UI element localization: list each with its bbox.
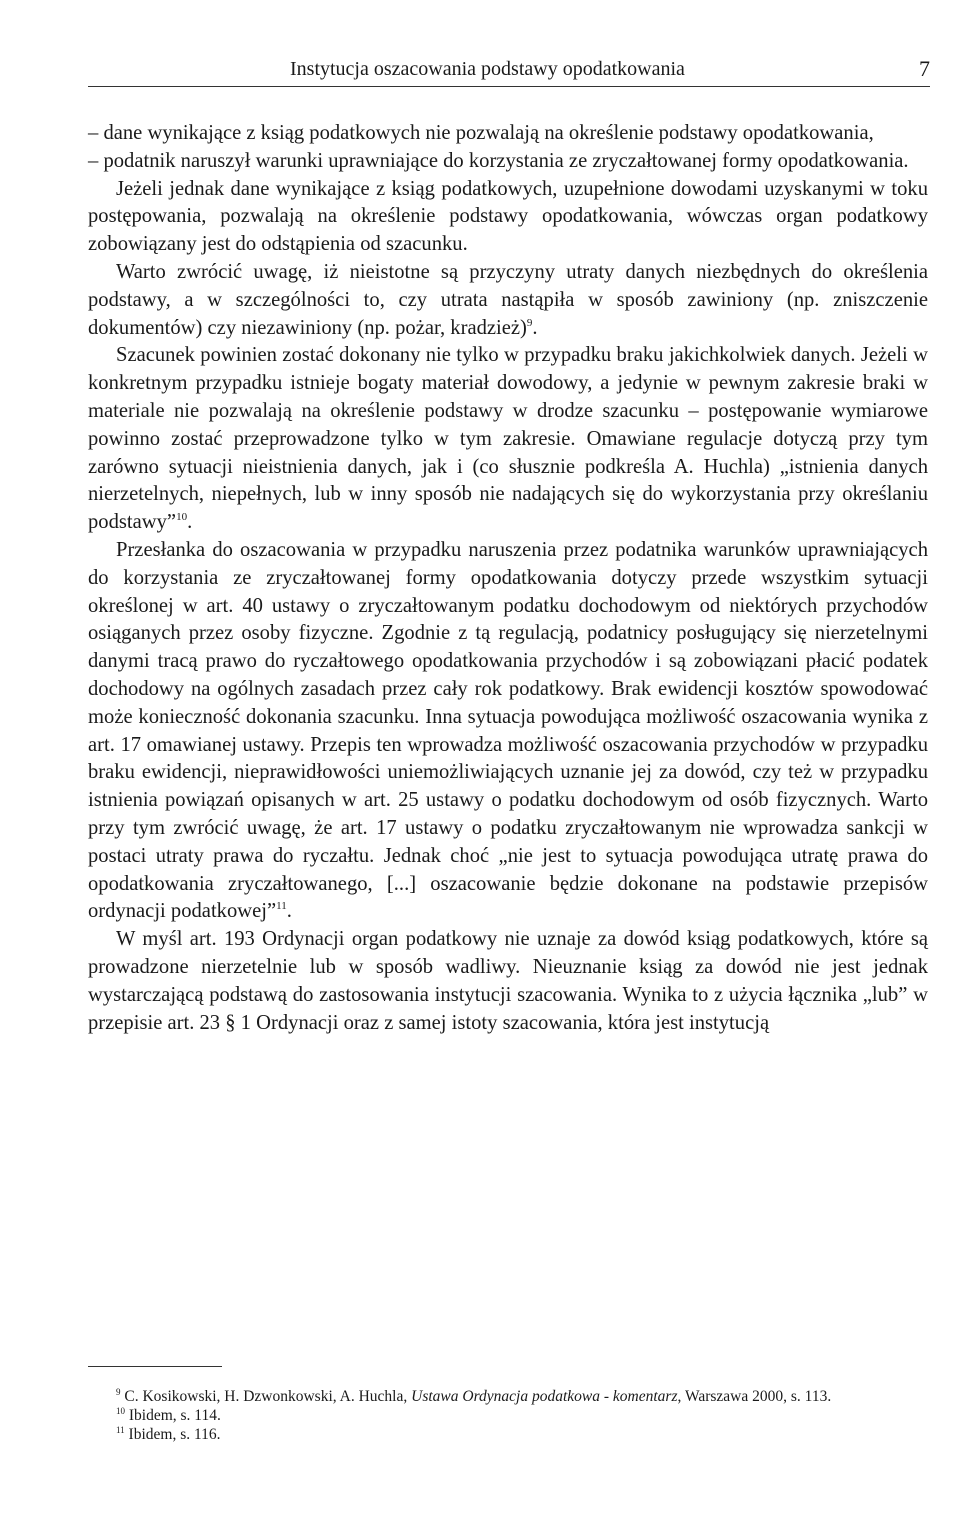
running-header-title: Instytucja oszacowania podstawy opodatkowania bbox=[290, 58, 685, 80]
footnote-number: 11 bbox=[116, 1425, 125, 1435]
footnote-number: 10 bbox=[116, 1406, 125, 1416]
paragraph bbox=[88, 259, 928, 342]
footnote-text: , Warszawa 2000, s. 113. bbox=[677, 1388, 832, 1405]
footnote-ref-11: 11 bbox=[276, 900, 287, 913]
footnote-book-title: Ustawa Ordynacja podatkowa - komentarz bbox=[411, 1388, 678, 1405]
page-number: 7 bbox=[919, 56, 930, 81]
footnote-number: 9 bbox=[116, 1387, 121, 1397]
paragraph-text: Warto zwrócić uwagę, iż nieistotne są przyczyny utraty danych niezbędnych do określenia podstawy, a w szczególności to, czy utrata nastąpiła w sposób zawiniony (np. zniszczenie dokumentów) czy niezawiniony (np. pożar, kradzież) bbox=[88, 260, 928, 339]
list-item: – podatnik naruszył warunki uprawniające do korzystania ze zryczałtowanej formy opodatkowania. bbox=[88, 149, 909, 172]
paragraph: Jeżeli jednak dane wynikające z ksiąg podatkowych, uzupełnione dowodami uzyskanymi w toku postępowania, pozwalają na określenie podstawy opodatkowania, wówczas organ podatkowy zobowiązany jest do odstąpienia od szacunku. bbox=[88, 177, 928, 256]
paragraph-end: . bbox=[532, 316, 538, 339]
footnote-ref-10: 10 bbox=[176, 511, 188, 524]
paragraph-text: Szacunek powinien zostać dokonany nie tylko w przypadku braku jakichkolwiek danych. Jeżeli w konkretnym przypadku istnieje bogaty materiał dowodowy, a jedynie w pewnym zakresie braki w materiale nie pozwalają na określenie podstawy w drodze szacunku – postępowanie wymiarowe powinno zostać przeprowadzone tylko w tym zakresie. Omawiane regulacje dotyczą przy tym zarówno sytuacji nieistnienia danych, jak i (co słusznie podkreśla A. Huchla) „istnienia danych nierzetelnych, niepełnych, lub w inny sposób nie nadających się do wykorzystania przy określaniu podstawy” bbox=[88, 344, 928, 534]
paragraph-text: Przesłanka do oszacowania w przypadku naruszenia przez podatnika warunków uprawniających do korzystania ze zryczałtowanej formy opodatkowania dotyczy przede wszystkim sytuacji określonej w art. 40 ustawy o zryczałtowanym podatku dochodowym od niektórych przychodów osiąganych przez osoby fizyczne. Zgodnie z tą regulacją, podatnicy posługujący się nierzetelnymi danymi tracą prawo do ryczałtowego opodatkowania przychodów i są zobowiązani płacić podatek dochodowy na ogólnych zasadach przez cały rok podatkowy. Brak ewidencji kosztów spowodować może konieczność dokonania szacunku. Inna sytuacja powodująca możliwość oszacowania wynika z art. 17 omawianej ustawy. Przepis ten wprowadza możliwość oszacowania przychodów w przypadku braku ewidencji, nieprawidłowości uniemożliwiających uznanie jej za dowód, czy też w przypadku istnienia powiązań opisanych w art. 25 ustawy o podatku dochodowym od osób fizycznych. Warto przy tym zwrócić uwagę, że art. 17 ustawy o podatku zryczałtowanym nie wprowadza sankcji w postaci utraty prawa do ryczałtu. Jednak choć „nie jest to sytuacja powodująca utratę prawa do opodatkowania zryczałtowanego, [...] oszacowanie będzie dokonane na podstawie przepisów ordynacji podatkowej” bbox=[88, 538, 928, 923]
footnote-ref-9: 9 bbox=[526, 316, 533, 329]
footnote-9 bbox=[88, 1387, 928, 1406]
list-item: – dane wynikające z ksiąg podatkowych nie pozwalają na określenie podstawy opodatkowania, bbox=[88, 122, 874, 144]
footnote-11 bbox=[88, 1425, 928, 1444]
paragraph bbox=[88, 537, 928, 926]
paragraph-end: . bbox=[187, 511, 193, 534]
paragraph bbox=[88, 342, 928, 537]
paragraph: W myśl art. 193 Ordynacji organ podatkowy nie uznaje za dowód ksiąg podatkowych, które są prowadzone nierzetelnie lub w sposób wadliwy. Nieuznanie ksiąg za dowód nie jest jednak wystarczającą podstawą do zastosowania instytucji szacowania. Wynika to z użycia łącznika „lub” w przepisie art. 23 § 1 Ordynacji oraz z samej istoty szacowania, która jest instytucją bbox=[88, 928, 928, 1034]
footnote-divider bbox=[88, 1366, 222, 1367]
footnote-10 bbox=[88, 1406, 928, 1425]
paragraph-end: . bbox=[286, 900, 292, 923]
body-text bbox=[88, 120, 928, 1037]
footnote-text: Ibidem, s. 116. bbox=[128, 1426, 221, 1443]
footnotes bbox=[88, 1387, 928, 1444]
running-header bbox=[88, 52, 930, 87]
footnote-text: C. Kosikowski, H. Dzwonkowski, A. Huchla, bbox=[124, 1388, 412, 1405]
footnote-text: Ibidem, s. 114. bbox=[128, 1407, 221, 1424]
